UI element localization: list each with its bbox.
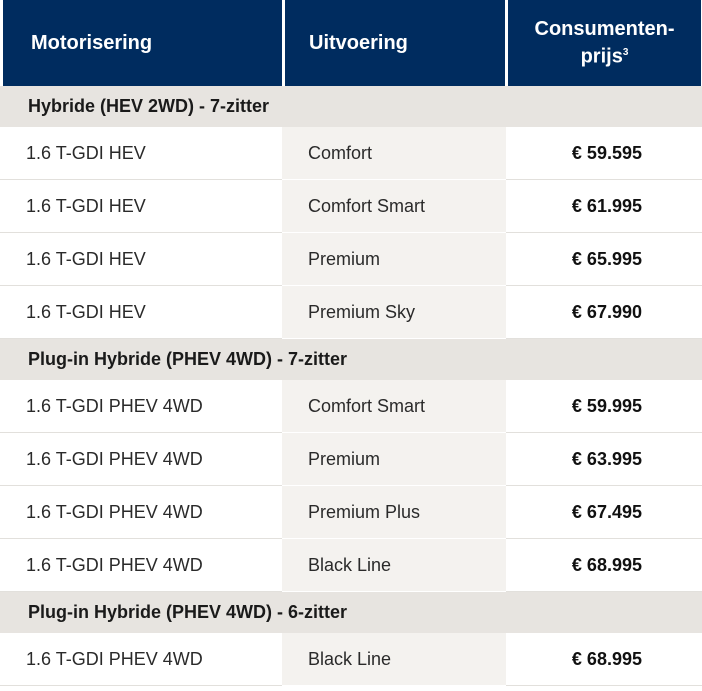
cell-prijs: € 68.995 (506, 633, 702, 686)
cell-uitvoering: Comfort Smart (282, 180, 506, 233)
group-header-phev-6: Plug-in Hybride (PHEV 4WD) - 6-zitter (0, 592, 702, 633)
cell-uitvoering: Premium Sky (282, 286, 506, 339)
table-row (0, 286, 702, 339)
cell-prijs: € 63.995 (506, 433, 702, 486)
cell-motorisering: 1.6 T-GDI HEV (0, 127, 282, 180)
cell-prijs: € 68.995 (506, 539, 702, 592)
cell-uitvoering: Premium (282, 433, 506, 486)
table-row (0, 380, 702, 433)
cell-uitvoering: Black Line (282, 633, 506, 686)
cell-uitvoering: Premium (282, 233, 506, 286)
cell-prijs: € 67.495 (506, 486, 702, 539)
group-header-hev-7: Hybride (HEV 2WD) - 7-zitter (0, 86, 702, 127)
table-row (0, 539, 702, 592)
cell-motorisering: 1.6 T-GDI HEV (0, 286, 282, 339)
cell-uitvoering: Comfort (282, 127, 506, 180)
group-header-phev-7: Plug-in Hybride (PHEV 4WD) - 7-zitter (0, 339, 702, 380)
cell-motorisering: 1.6 T-GDI HEV (0, 180, 282, 233)
cell-prijs: € 59.995 (506, 380, 702, 433)
table-row (0, 433, 702, 486)
table-row (0, 180, 702, 233)
cell-motorisering: 1.6 T-GDI HEV (0, 233, 282, 286)
header-consumentenprijs (508, 0, 701, 86)
cell-prijs: € 61.995 (506, 180, 702, 233)
cell-prijs: € 67.990 (506, 286, 702, 339)
cell-prijs: € 59.595 (506, 127, 702, 180)
table-row (0, 486, 702, 539)
cell-motorisering: 1.6 T-GDI PHEV 4WD (0, 433, 282, 486)
table-row (0, 127, 702, 180)
header-prijs-line2: prijs (580, 45, 623, 68)
cell-motorisering: 1.6 T-GDI PHEV 4WD (0, 539, 282, 592)
cell-uitvoering: Premium Plus (282, 486, 506, 539)
table-row (0, 233, 702, 286)
header-motorisering: Motorisering (3, 0, 282, 86)
header-prijs-line1: Consumenten- (534, 18, 675, 41)
cell-prijs: € 65.995 (506, 233, 702, 286)
cell-motorisering: 1.6 T-GDI PHEV 4WD (0, 633, 282, 686)
table-header (0, 0, 702, 86)
cell-uitvoering: Comfort Smart (282, 380, 506, 433)
cell-motorisering: 1.6 T-GDI PHEV 4WD (0, 380, 282, 433)
header-prijs-footnote: 3 (622, 47, 629, 59)
header-uitvoering: Uitvoering (285, 0, 505, 86)
table-row (0, 633, 702, 686)
cell-uitvoering: Black Line (282, 539, 506, 592)
cell-motorisering: 1.6 T-GDI PHEV 4WD (0, 486, 282, 539)
